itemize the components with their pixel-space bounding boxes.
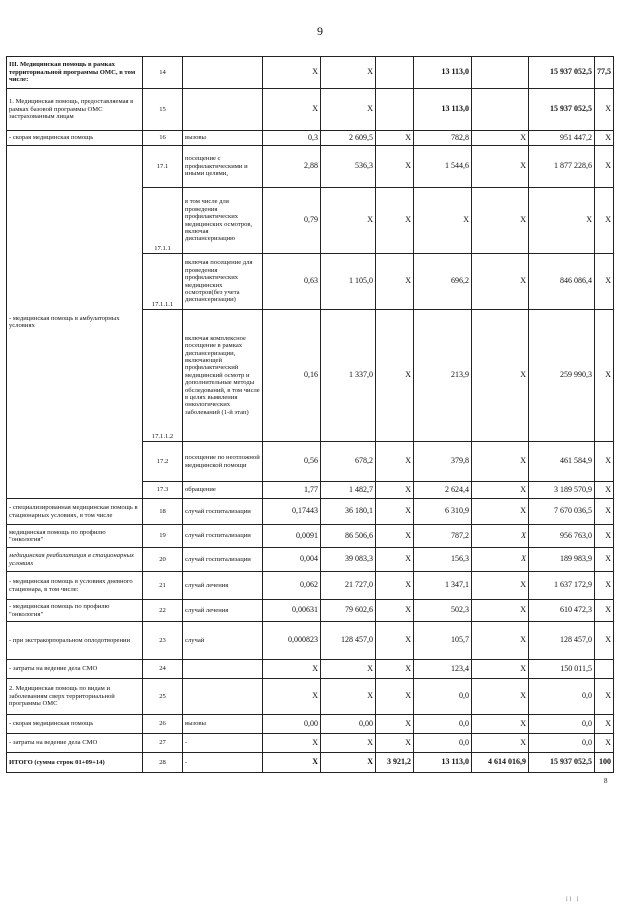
- cell-col4: X: [263, 753, 321, 773]
- cell-col7: 0,0: [414, 734, 472, 753]
- row-name: - скорая медицинская помощь: [7, 715, 143, 734]
- cell-col8: X: [472, 499, 529, 525]
- table-row-total: [7, 753, 614, 773]
- row-unit: случай лечения: [183, 572, 263, 600]
- cell-col9: 951 447,2: [529, 131, 595, 146]
- row-number: 14: [143, 57, 183, 89]
- cell-col6: X: [376, 715, 414, 734]
- cell-col6: X: [376, 572, 414, 600]
- cell-col5: 1 105,0: [321, 254, 376, 310]
- cell-col9: 128 457,0: [529, 622, 595, 660]
- row-number: 21: [143, 572, 183, 600]
- table-row: [7, 548, 614, 572]
- cell-col8: 4 614 016,9: [472, 753, 529, 773]
- cell-col5: 21 727,0: [321, 572, 376, 600]
- cell-col7: 6 310,9: [414, 499, 472, 525]
- cell-col5: 0,00: [321, 715, 376, 734]
- row-unit: [183, 679, 263, 715]
- cell-col9: 15 937 052,5: [529, 57, 595, 89]
- row-name: медицинская помощь по профилю "онкология": [7, 525, 143, 548]
- cell-col8: X: [472, 660, 529, 679]
- row-unit: [183, 89, 263, 131]
- row-unit: [183, 660, 263, 679]
- row-unit: вызовы: [183, 131, 263, 146]
- cell-col9: 956 763,0: [529, 525, 595, 548]
- cell-col5: X: [321, 660, 376, 679]
- cell-col10: X: [595, 499, 614, 525]
- cell-col10: X: [595, 310, 614, 442]
- cell-col8: X: [472, 131, 529, 146]
- cell-col8: X: [472, 482, 529, 499]
- table-row: [7, 57, 614, 89]
- row-number: 23: [143, 622, 183, 660]
- cell-col8: X: [472, 679, 529, 715]
- row-number: 28: [143, 753, 183, 773]
- cell-col9: 0,0: [529, 715, 595, 734]
- cell-col10: 77,5: [595, 57, 614, 89]
- row-number: 17.1.1.1: [143, 254, 183, 310]
- cell-col10: X: [595, 89, 614, 131]
- row-number: 17.1.1: [143, 188, 183, 254]
- row-name: - при экстракорпоральном оплодотворении: [7, 622, 143, 660]
- cell-col10: X: [595, 715, 614, 734]
- cell-col8: X: [472, 548, 529, 572]
- cell-col5: 79 602,6: [321, 600, 376, 622]
- cell-col6: X: [376, 442, 414, 482]
- cell-col7: 123,4: [414, 660, 472, 679]
- table-row: [7, 660, 614, 679]
- cell-col10: X: [595, 482, 614, 499]
- row-name: 1. Медицинская помощь, предоставляемая в рамках базовой программы ОМС застрахованным лицам: [7, 89, 143, 131]
- cell-col9: 15 937 052,5: [529, 753, 595, 773]
- cell-col5: 536,3: [321, 146, 376, 188]
- row-name: III. Медицинская помощь в рамках территориальной программы ОМС, в том числе:: [7, 57, 143, 89]
- row-name: медицинская реабилитация в стационарных условиях: [7, 548, 143, 572]
- cell-col4: 0,000823: [263, 622, 321, 660]
- cell-col4: 1,77: [263, 482, 321, 499]
- cell-col6: X: [376, 188, 414, 254]
- cell-col8: X: [472, 146, 529, 188]
- row-unit: случай: [183, 622, 263, 660]
- cell-col7: X: [414, 188, 472, 254]
- cell-col7: 1 544,6: [414, 146, 472, 188]
- cell-col4: 0,17443: [263, 499, 321, 525]
- cell-col9: 0,0: [529, 679, 595, 715]
- table-row: [7, 679, 614, 715]
- cell-col9: 7 670 036,5: [529, 499, 595, 525]
- cell-col5: 128 457,0: [321, 622, 376, 660]
- cell-col6: X: [376, 254, 414, 310]
- cell-col10: X: [595, 600, 614, 622]
- cell-col7: 696,2: [414, 254, 472, 310]
- row-unit: случай лечения: [183, 600, 263, 622]
- page-number: 9: [317, 24, 323, 38]
- cell-col4: X: [263, 57, 321, 89]
- cell-col8: X: [472, 572, 529, 600]
- cell-col8: X: [472, 622, 529, 660]
- cell-col9: 15 937 052,5: [529, 89, 595, 131]
- cell-col4: 0,00: [263, 715, 321, 734]
- cell-col5: X: [321, 89, 376, 131]
- cell-col7: 156,3: [414, 548, 472, 572]
- row-unit: [183, 57, 263, 89]
- cell-col10: 100: [595, 753, 614, 773]
- cell-col9: 461 584,9: [529, 442, 595, 482]
- cell-col9: 846 086,4: [529, 254, 595, 310]
- table-row: [7, 622, 614, 660]
- cell-col9: 150 011,5: [529, 660, 595, 679]
- cell-col10: X: [595, 548, 614, 572]
- row-number: 18: [143, 499, 183, 525]
- row-unit: -: [183, 734, 263, 753]
- cell-col5: 678,2: [321, 442, 376, 482]
- cell-col6: X: [376, 131, 414, 146]
- cell-col10: X: [595, 679, 614, 715]
- cell-col10: X: [595, 525, 614, 548]
- cell-col9: 189 983,9: [529, 548, 595, 572]
- cell-col4: 0,062: [263, 572, 321, 600]
- cell-col10: X: [595, 734, 614, 753]
- table-row: [7, 525, 614, 548]
- cell-col4: X: [263, 89, 321, 131]
- row-number: 27: [143, 734, 183, 753]
- cell-col8: X: [472, 310, 529, 442]
- table-row: [7, 734, 614, 753]
- row-name: 2. Медицинская помощь по видам и заболеваниям сверх территориальной программы ОМС: [7, 679, 143, 715]
- cell-col4: X: [263, 679, 321, 715]
- footnote-marker: 8: [604, 777, 608, 785]
- row-number: 16: [143, 131, 183, 146]
- table-row: [7, 715, 614, 734]
- cell-col7: 13 113,0: [414, 57, 472, 89]
- cell-col4: 0,0091: [263, 525, 321, 548]
- cell-col7: 379,8: [414, 442, 472, 482]
- row-unit: случай госпитализации: [183, 525, 263, 548]
- cell-col4: 0,16: [263, 310, 321, 442]
- cell-col4: 2,88: [263, 146, 321, 188]
- cell-col5: 1 482,7: [321, 482, 376, 499]
- cell-col7: 13 113,0: [414, 753, 472, 773]
- table-row: [7, 572, 614, 600]
- row-name: - затраты на ведение дела СМО: [7, 660, 143, 679]
- cell-col8: X: [472, 734, 529, 753]
- row-name: - медицинская помощь в условиях дневного стационара, в том числе:: [7, 572, 143, 600]
- row-number: 17.1: [143, 146, 183, 188]
- row-unit: обращение: [183, 482, 263, 499]
- row-unit: включая комплексное посещение в рамках диспансеризации, включающей профилактический медицинский осмотр и дополнительные методы обследований, в том числе в целях выявления онкологических заболеваний (1-й этап): [183, 310, 263, 442]
- cell-col8: X: [472, 442, 529, 482]
- row-number: 17.3: [143, 482, 183, 499]
- cell-col9: 1 637 172,9: [529, 572, 595, 600]
- row-name: ИТОГО (сумма строк 01+09+14): [7, 753, 143, 773]
- cell-col4: X: [263, 660, 321, 679]
- cell-col6: 3 921,2: [376, 753, 414, 773]
- cell-col6: [376, 89, 414, 131]
- row-number: 15: [143, 89, 183, 131]
- cell-col10: X: [595, 188, 614, 254]
- cell-col10: [595, 660, 614, 679]
- cell-col5: X: [321, 188, 376, 254]
- row-number: 17.1.1.2: [143, 310, 183, 442]
- cell-col4: 0,00631: [263, 600, 321, 622]
- cell-col7: 105,7: [414, 622, 472, 660]
- row-name: - медицинская помощь по профилю "онкология": [7, 600, 143, 622]
- cell-col5: 2 609,5: [321, 131, 376, 146]
- cell-col6: X: [376, 548, 414, 572]
- cell-col6: X: [376, 679, 414, 715]
- cell-col7: 1 347,1: [414, 572, 472, 600]
- cell-col6: X: [376, 734, 414, 753]
- cell-col6: X: [376, 660, 414, 679]
- table-row: [7, 600, 614, 622]
- cell-col8: X: [472, 188, 529, 254]
- cell-col5: 1 337,0: [321, 310, 376, 442]
- cell-col9: 259 990,3: [529, 310, 595, 442]
- row-unit: вызовы: [183, 715, 263, 734]
- cell-col6: X: [376, 482, 414, 499]
- cell-col7: 787,2: [414, 525, 472, 548]
- cell-col5: 36 180,1: [321, 499, 376, 525]
- row-number: 17.2: [143, 442, 183, 482]
- cell-col4: 0,79: [263, 188, 321, 254]
- cell-col10: X: [595, 572, 614, 600]
- cell-col7: 0,0: [414, 679, 472, 715]
- table-row: [7, 146, 614, 188]
- cell-col4: 0,63: [263, 254, 321, 310]
- cell-col5: X: [321, 753, 376, 773]
- row-unit: включая посещение для проведения профилактических медицинских осмотров(без учета диспансеризации): [183, 254, 263, 310]
- cell-col5: X: [321, 57, 376, 89]
- cell-col9: 1 877 228,6: [529, 146, 595, 188]
- table-row: [7, 499, 614, 525]
- cell-col9: X: [529, 188, 595, 254]
- row-unit: -: [183, 753, 263, 773]
- row-number: 19: [143, 525, 183, 548]
- cell-col8: [472, 89, 529, 131]
- row-number: 24: [143, 660, 183, 679]
- cell-col5: 86 506,6: [321, 525, 376, 548]
- row-number: 20: [143, 548, 183, 572]
- cell-col10: X: [595, 442, 614, 482]
- cell-col4: 0,004: [263, 548, 321, 572]
- cell-col7: 782,8: [414, 131, 472, 146]
- cell-col9: 610 472,3: [529, 600, 595, 622]
- cell-col5: X: [321, 734, 376, 753]
- cell-col7: 213,9: [414, 310, 472, 442]
- table-row: [7, 89, 614, 131]
- cell-col10: X: [595, 131, 614, 146]
- cell-col10: X: [595, 254, 614, 310]
- cell-col8: X: [472, 715, 529, 734]
- cell-col8: X: [472, 254, 529, 310]
- row-number: 25: [143, 679, 183, 715]
- cell-col6: X: [376, 600, 414, 622]
- cell-col8: X: [472, 600, 529, 622]
- cell-col5: X: [321, 679, 376, 715]
- cell-col6: X: [376, 310, 414, 442]
- cell-col6: X: [376, 525, 414, 548]
- row-name: - специализированная медицинская помощь в стационарных условиях, в том числе: [7, 499, 143, 525]
- table-row: [7, 131, 614, 146]
- row-number: 22: [143, 600, 183, 622]
- cell-col6: X: [376, 146, 414, 188]
- cell-col5: 39 083,3: [321, 548, 376, 572]
- cell-col10: X: [595, 146, 614, 188]
- cell-col9: 3 189 570,9: [529, 482, 595, 499]
- row-unit: посещение с профилактическими и иными целями,: [183, 146, 263, 188]
- row-number: 26: [143, 715, 183, 734]
- cell-col4: 0,56: [263, 442, 321, 482]
- row-unit: посещение по неотложной медицинской помощи: [183, 442, 263, 482]
- cell-col6: [376, 57, 414, 89]
- cell-col7: 0,0: [414, 715, 472, 734]
- financing-table: [6, 56, 614, 773]
- row-name: - медицинская помощь в амбулаторных условиях: [7, 146, 143, 499]
- cell-col6: X: [376, 499, 414, 525]
- scan-mark: ll l: [566, 897, 581, 903]
- row-unit: в том числе для проведения профилактических медицинских осмотров, включая диспансеризацию: [183, 188, 263, 254]
- row-unit: случай госпитализации: [183, 548, 263, 572]
- cell-col4: 0,3: [263, 131, 321, 146]
- cell-col8: X: [472, 525, 529, 548]
- cell-col6: X: [376, 622, 414, 660]
- row-unit: случай госпитализации: [183, 499, 263, 525]
- cell-col7: 13 113,0: [414, 89, 472, 131]
- cell-col7: 2 624,4: [414, 482, 472, 499]
- row-name: - затраты на ведение дела СМО: [7, 734, 143, 753]
- cell-col10: X: [595, 622, 614, 660]
- cell-col9: 0,0: [529, 734, 595, 753]
- cell-col4: X: [263, 734, 321, 753]
- row-name: - скорая медицинская помощь: [7, 131, 143, 146]
- cell-col7: 502,3: [414, 600, 472, 622]
- cell-col8: [472, 57, 529, 89]
